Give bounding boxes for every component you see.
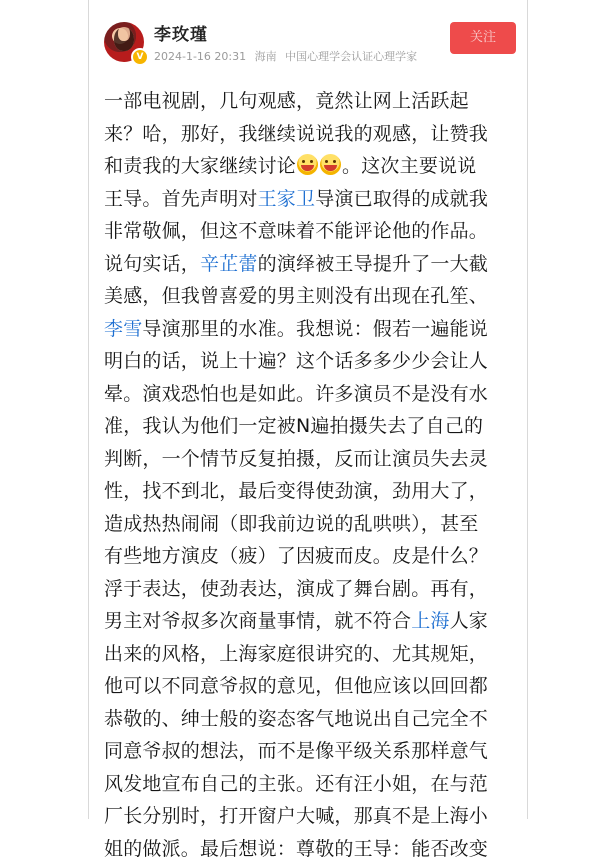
- post-text-segment: 的演绎被王导提升了一大截: [258, 253, 488, 275]
- right-frame-border: [527, 0, 528, 819]
- post-text-line: [104, 540, 514, 573]
- post-text-segment: 判断，一个情节反复拍摄，反而让演员失去灵: [104, 448, 488, 470]
- post-text-segment: 浮于表达，使劲表达，演成了舞台剧。再有，: [104, 578, 488, 600]
- post-text-segment: 说句实话，: [104, 253, 200, 275]
- post-text-line: [104, 183, 514, 216]
- post-text-segment: 出来的风格，上海家庭很讲究的、尤其规矩，: [104, 643, 488, 665]
- post-text-segment: 非常敬佩，但这不意味着不能评论他的作品。: [104, 220, 488, 242]
- post-text-segment: 他可以不同意爷叔的意见，但他应该以回回都: [104, 675, 488, 697]
- post-text-line: [104, 573, 514, 606]
- verified-badge-icon: V: [131, 48, 149, 66]
- post-text-segment: 导演那里的水准。我想说：假若一遍能说: [142, 318, 488, 340]
- post-text-segment: 有些地方演皮（疲）了因疲而皮。皮是什么？: [104, 545, 488, 567]
- post-text-line: [104, 508, 514, 541]
- post-text-line: [104, 800, 514, 833]
- post-text-segment: 人家: [450, 610, 488, 632]
- left-frame-border: [88, 0, 89, 819]
- post-text-segment: 晕。演戏恐怕也是如此。许多演员不是没有水: [104, 383, 488, 405]
- user-certification: 中国心理学会认证心理学家: [285, 50, 417, 63]
- post-text-segment: 美感，但我曾喜爱的男主则没有出现在孔笙、: [104, 285, 488, 307]
- post-text-line: [104, 670, 514, 703]
- post-text-segment: 准，我认为他们一定被N遍拍摄失去了自己的: [104, 415, 483, 437]
- mention-link[interactable]: 李雪: [104, 318, 142, 340]
- post-text-segment: 风发地宣布自己的主张。还有汪小姐，在与范: [104, 773, 488, 795]
- follow-button[interactable]: 关注: [450, 22, 516, 54]
- post-text-line: [104, 735, 514, 768]
- post-text-segment: 男主对爷叔多次商量事情，就不符合: [104, 610, 411, 632]
- post-text-line: [104, 280, 514, 313]
- post-text-line: [104, 605, 514, 638]
- post-text-line: [104, 378, 514, 411]
- post-text-segment: 姐的做派。最后想说：尊敬的王导：能否改变: [104, 838, 488, 860]
- post-text-line: [104, 118, 514, 151]
- mention-link[interactable]: 辛芷蕾: [200, 253, 258, 275]
- post-text-segment: 造成热热闹闹（即我前边说的乱哄哄），甚至: [104, 513, 479, 535]
- post-timestamp: 2024-1-16 20:31: [154, 50, 246, 63]
- post-text-line: [104, 345, 514, 378]
- post-header: [100, 16, 520, 76]
- grin-emoji-icon: [320, 154, 341, 175]
- post-text-line: [104, 703, 514, 736]
- post-text-segment: 同意爷叔的想法，而不是像平级关系那样意气: [104, 740, 488, 762]
- post-text-line: [104, 215, 514, 248]
- post-text-line: [104, 475, 514, 508]
- post-text-segment: 一部电视剧，几句观感，竟然让网上活跃起: [104, 90, 469, 112]
- post-location: 海南: [255, 50, 277, 63]
- post-text-line: [104, 768, 514, 801]
- post-text-segment: 王导。首先声明对: [104, 188, 258, 210]
- post-body: [104, 85, 514, 865]
- post-text-segment: 恭敬的、绅士般的姿态客气地说出自己完全不: [104, 708, 488, 730]
- post-text-segment: 性，找不到北，最后变得使劲演，劲用大了，: [104, 480, 488, 502]
- post-text-segment: 明白的话，说上十遍？这个话多多少少会让人: [104, 350, 488, 372]
- post-text-line: [104, 638, 514, 671]
- post-text-segment: 来？哈，那好，我继续说说我的观感，让赞我: [104, 123, 488, 145]
- username[interactable]: 李玫瑾: [154, 20, 208, 45]
- mention-link[interactable]: 上海: [411, 610, 449, 632]
- grin-emoji-icon: [297, 154, 318, 175]
- avatar-portrait: [114, 27, 134, 51]
- post-text-line: [104, 410, 514, 443]
- post-text-line: [104, 150, 514, 183]
- post-text-line: [104, 313, 514, 346]
- post-text-line: [104, 85, 514, 118]
- mention-link[interactable]: 王家卫: [258, 188, 316, 210]
- post-text-segment: 导演已取得的成就我: [315, 188, 488, 210]
- post-text-segment: 和责我的大家继续讨论: [104, 155, 296, 177]
- post-text-line: [104, 833, 514, 865]
- post-text-line: [104, 248, 514, 281]
- post-text-segment: 厂长分别时，打开窗户大喊，那真不是上海小: [104, 805, 488, 827]
- post-text-line: [104, 443, 514, 476]
- post-text-segment: 。这次主要说说: [342, 155, 476, 177]
- post-meta: [154, 48, 422, 64]
